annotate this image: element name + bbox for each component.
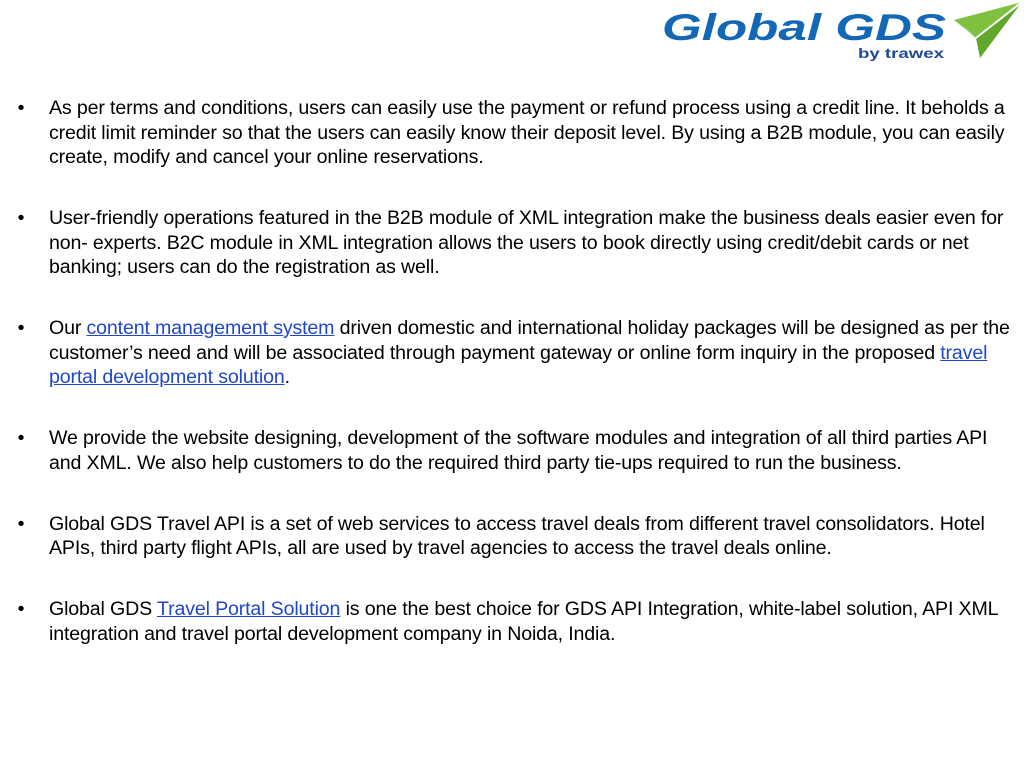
travel-portal-development-solution-link[interactable]: travel portal development solution	[49, 341, 988, 388]
bullet-item-website-design	[0, 426, 1024, 475]
logo-graphic	[658, 0, 1024, 66]
global-gds-logo	[658, 0, 1024, 66]
bullet-item-payment	[0, 96, 1024, 170]
bullet-item-travel-api	[0, 512, 1024, 561]
bullet-text-middle: driven domestic and international holiday packages will be designed as per the customer’s need and will be associated through payment gateway or online form inquiry in the proposed	[49, 317, 1010, 364]
bullet-text-after: .	[284, 366, 290, 388]
logo-tagline: by trawex	[858, 45, 945, 61]
bullet-text-before: Our	[49, 317, 87, 339]
bullet-text: Global GDS Travel API is a set of web services to access travel deals from different travel consolidators. Hotel APIs, third party flight APIs, all are used by travel agencies to access the travel deals online.	[49, 512, 985, 559]
paper-plane-icon	[954, 2, 1022, 58]
bullet-marker: •	[17, 317, 25, 339]
bullet-list	[0, 96, 1024, 683]
content-management-system-link[interactable]: content management system	[86, 317, 335, 339]
logo-brand-text: Global GDS	[662, 7, 947, 48]
bullet-text: User-friendly operations featured in the B2B module of XML integration make the business deals easier even for non- experts. B2C module in XML integration allows the users to book directly using credit/debit cards or net banking; users can do the registration as well.	[49, 207, 1004, 278]
bullet-text: We provide the website designing, development of the software modules and integration of all third parties API and XML. We also help customers to do the required third party tie-ups required to run the business.	[49, 427, 988, 474]
bullet-marker: •	[17, 97, 25, 119]
bullet-item-travel-portal-solution	[0, 597, 1024, 646]
bullet-text-before: Global GDS	[49, 598, 157, 620]
bullet-text: As per terms and conditions, users can easily use the payment or refund process using a credit line. It beholds a credit limit reminder so that the users can easily know their deposit level. By using a B2B module, you can easily create, modify and cancel your online reservations.	[49, 97, 1005, 168]
bullet-marker: •	[17, 512, 25, 535]
bullet-marker: •	[17, 598, 25, 620]
bullet-text-after: is one the best choice for GDS API Integration, white-label solution, API XML integration and travel portal development company in Noida, India.	[49, 598, 998, 645]
bullet-item-b2b-b2c	[0, 206, 1024, 280]
travel-portal-solution-link[interactable]: Travel Portal Solution	[156, 598, 341, 620]
bullet-marker: •	[17, 427, 25, 449]
bullet-item-cms	[0, 316, 1024, 390]
bullet-marker: •	[17, 207, 25, 229]
